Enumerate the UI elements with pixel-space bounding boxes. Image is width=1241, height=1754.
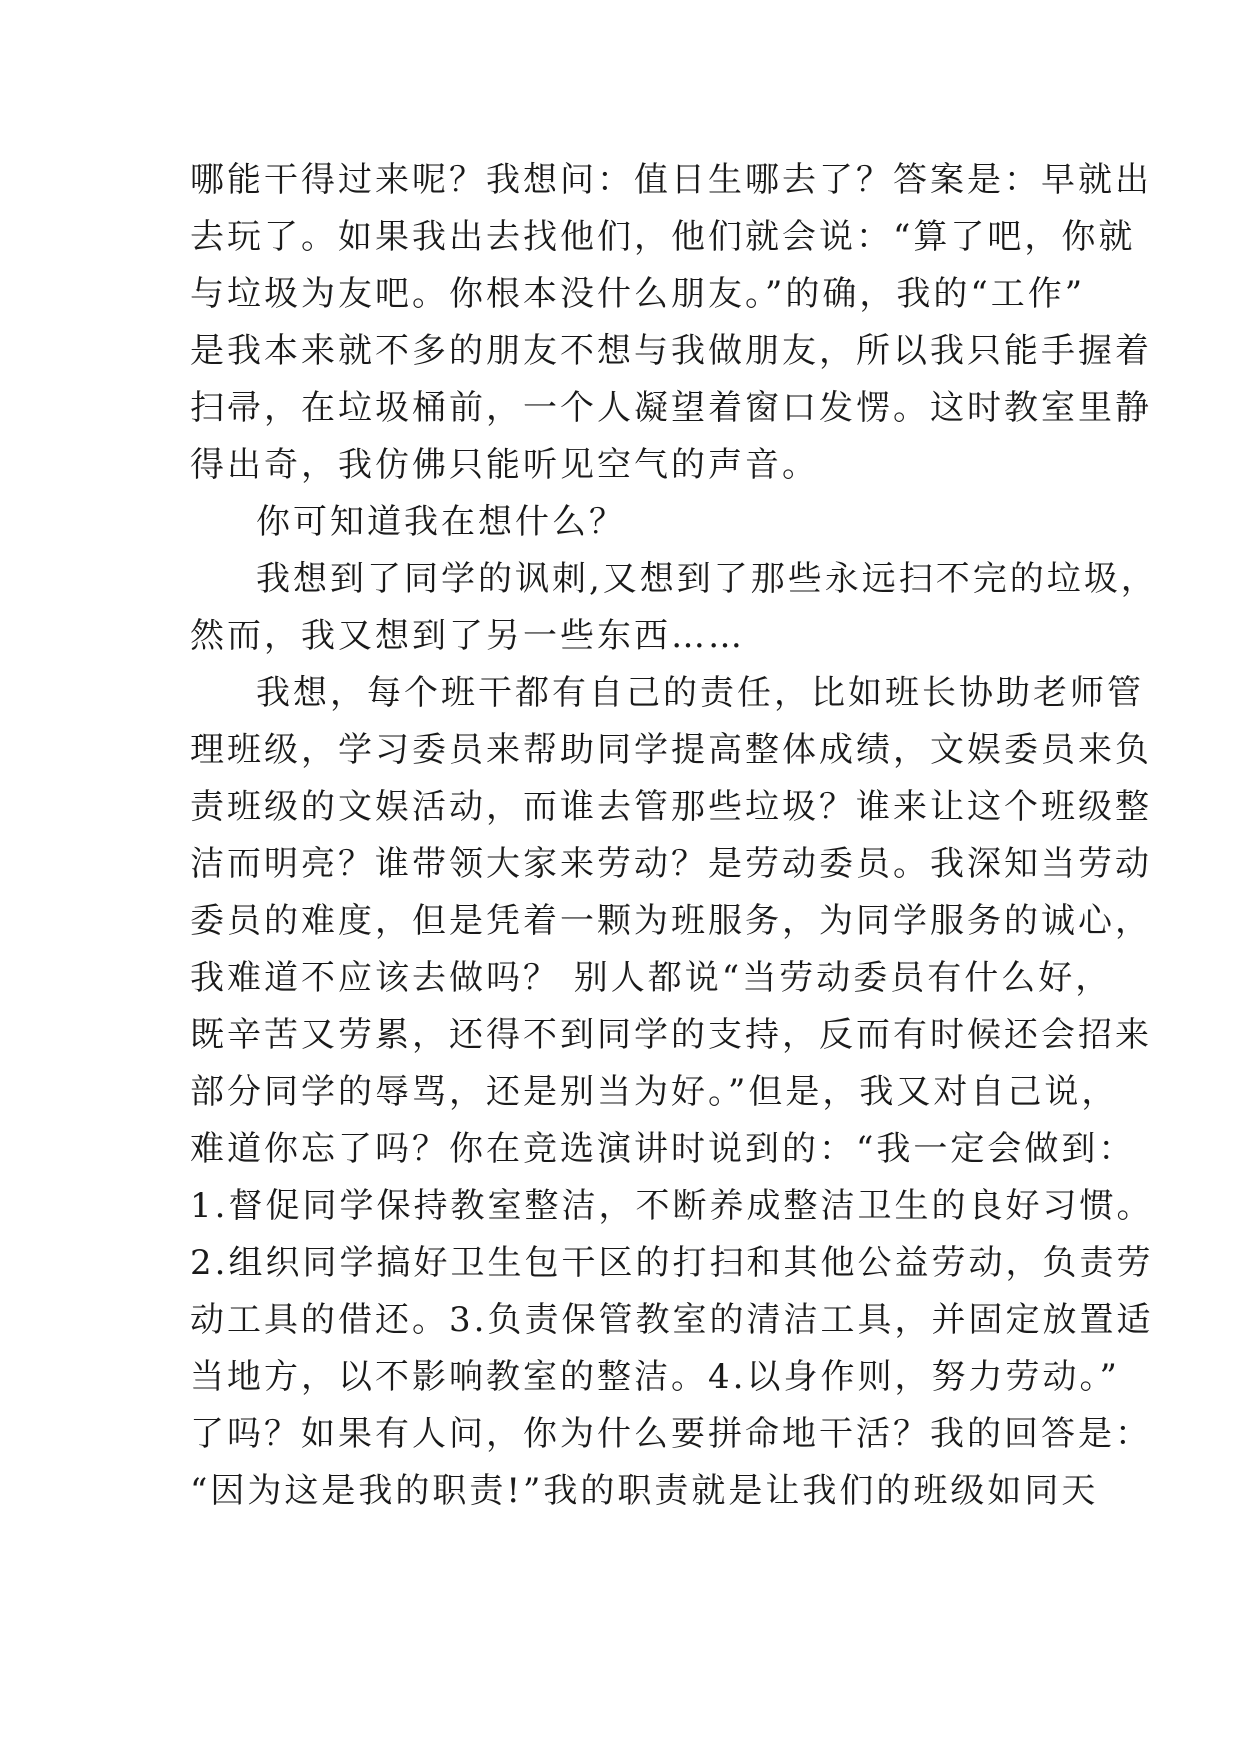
text-line: 我想到了同学的讽刺,又想到了那些永远扫不完的垃圾， bbox=[256, 559, 1158, 599]
text-line: 动工具的借还。3.负责保管教室的清洁工具，并固定放置适 bbox=[190, 1300, 1154, 1340]
text-line: 当地方，以不影响教室的整洁。4.以身作则，努力劳动。” bbox=[190, 1357, 1120, 1397]
text-line: 部分同学的辱骂，还是别当为好。”但是，我又对自己说， bbox=[190, 1072, 1119, 1112]
text-line: 难道你忘了吗？你在竞选演讲时说到的：“我一定会做到： bbox=[190, 1129, 1136, 1169]
text-line: “因为这是我的职责!”我的职责就是让我们的班级如同天 bbox=[190, 1471, 1099, 1511]
text-line: 扫帚，在垃圾桶前，一个人凝望着窗口发愣。这时教室里静 bbox=[190, 388, 1152, 428]
text-line: 既辛苦又劳累，还得不到同学的支持，反而有时候还会招来 bbox=[190, 1015, 1152, 1055]
text-line: 责班级的文娱活动，而谁去管那些垃圾？谁来让这个班级整 bbox=[190, 787, 1152, 827]
text-line: 去玩了。如果我出去找他们，他们就会说：“算了吧，你就 bbox=[190, 217, 1136, 257]
text-line: 1.督促同学保持教室整洁，不断养成整洁卫生的良好习惯。 bbox=[190, 1186, 1154, 1226]
text-line: 我想，每个班干都有自己的责任，比如班长协助老师管 bbox=[256, 673, 1144, 713]
text-line: 了吗？如果有人问，你为什么要拼命地干活？我的回答是： bbox=[190, 1414, 1152, 1454]
text-line: 我难道不应该去做吗？ 别人都说“当劳动委员有什么好， bbox=[190, 958, 1113, 998]
text-line: 哪能干得过来呢？我想问：值日生哪去了？答案是：早就出 bbox=[190, 160, 1152, 200]
text-line: 委员的难度，但是凭着一颗为班服务，为同学服务的诚心， bbox=[190, 901, 1152, 941]
text-line: 2.组织同学搞好卫生包干区的打扫和其他公益劳动，负责劳 bbox=[190, 1243, 1154, 1283]
paragraph-question: 你可知道我在想什么？ bbox=[256, 502, 626, 542]
text-line: 洁而明亮？谁带领大家来劳动？是劳动委员。我深知当劳动 bbox=[190, 844, 1152, 884]
text-line: 是我本来就不多的朋友不想与我做朋友，所以我只能手握着 bbox=[190, 331, 1152, 371]
text-line: 与垃圾为友吧。你根本没什么朋友。”的确，我的“工作” bbox=[190, 274, 1086, 314]
text-line: 理班级，学习委员来帮助同学提高整体成绩，文娱委员来负 bbox=[190, 730, 1152, 770]
text-line: 得出奇，我仿佛只能听见空气的声音。 bbox=[190, 445, 819, 485]
text-line: 然而，我又想到了另一些东西…… bbox=[190, 616, 745, 656]
